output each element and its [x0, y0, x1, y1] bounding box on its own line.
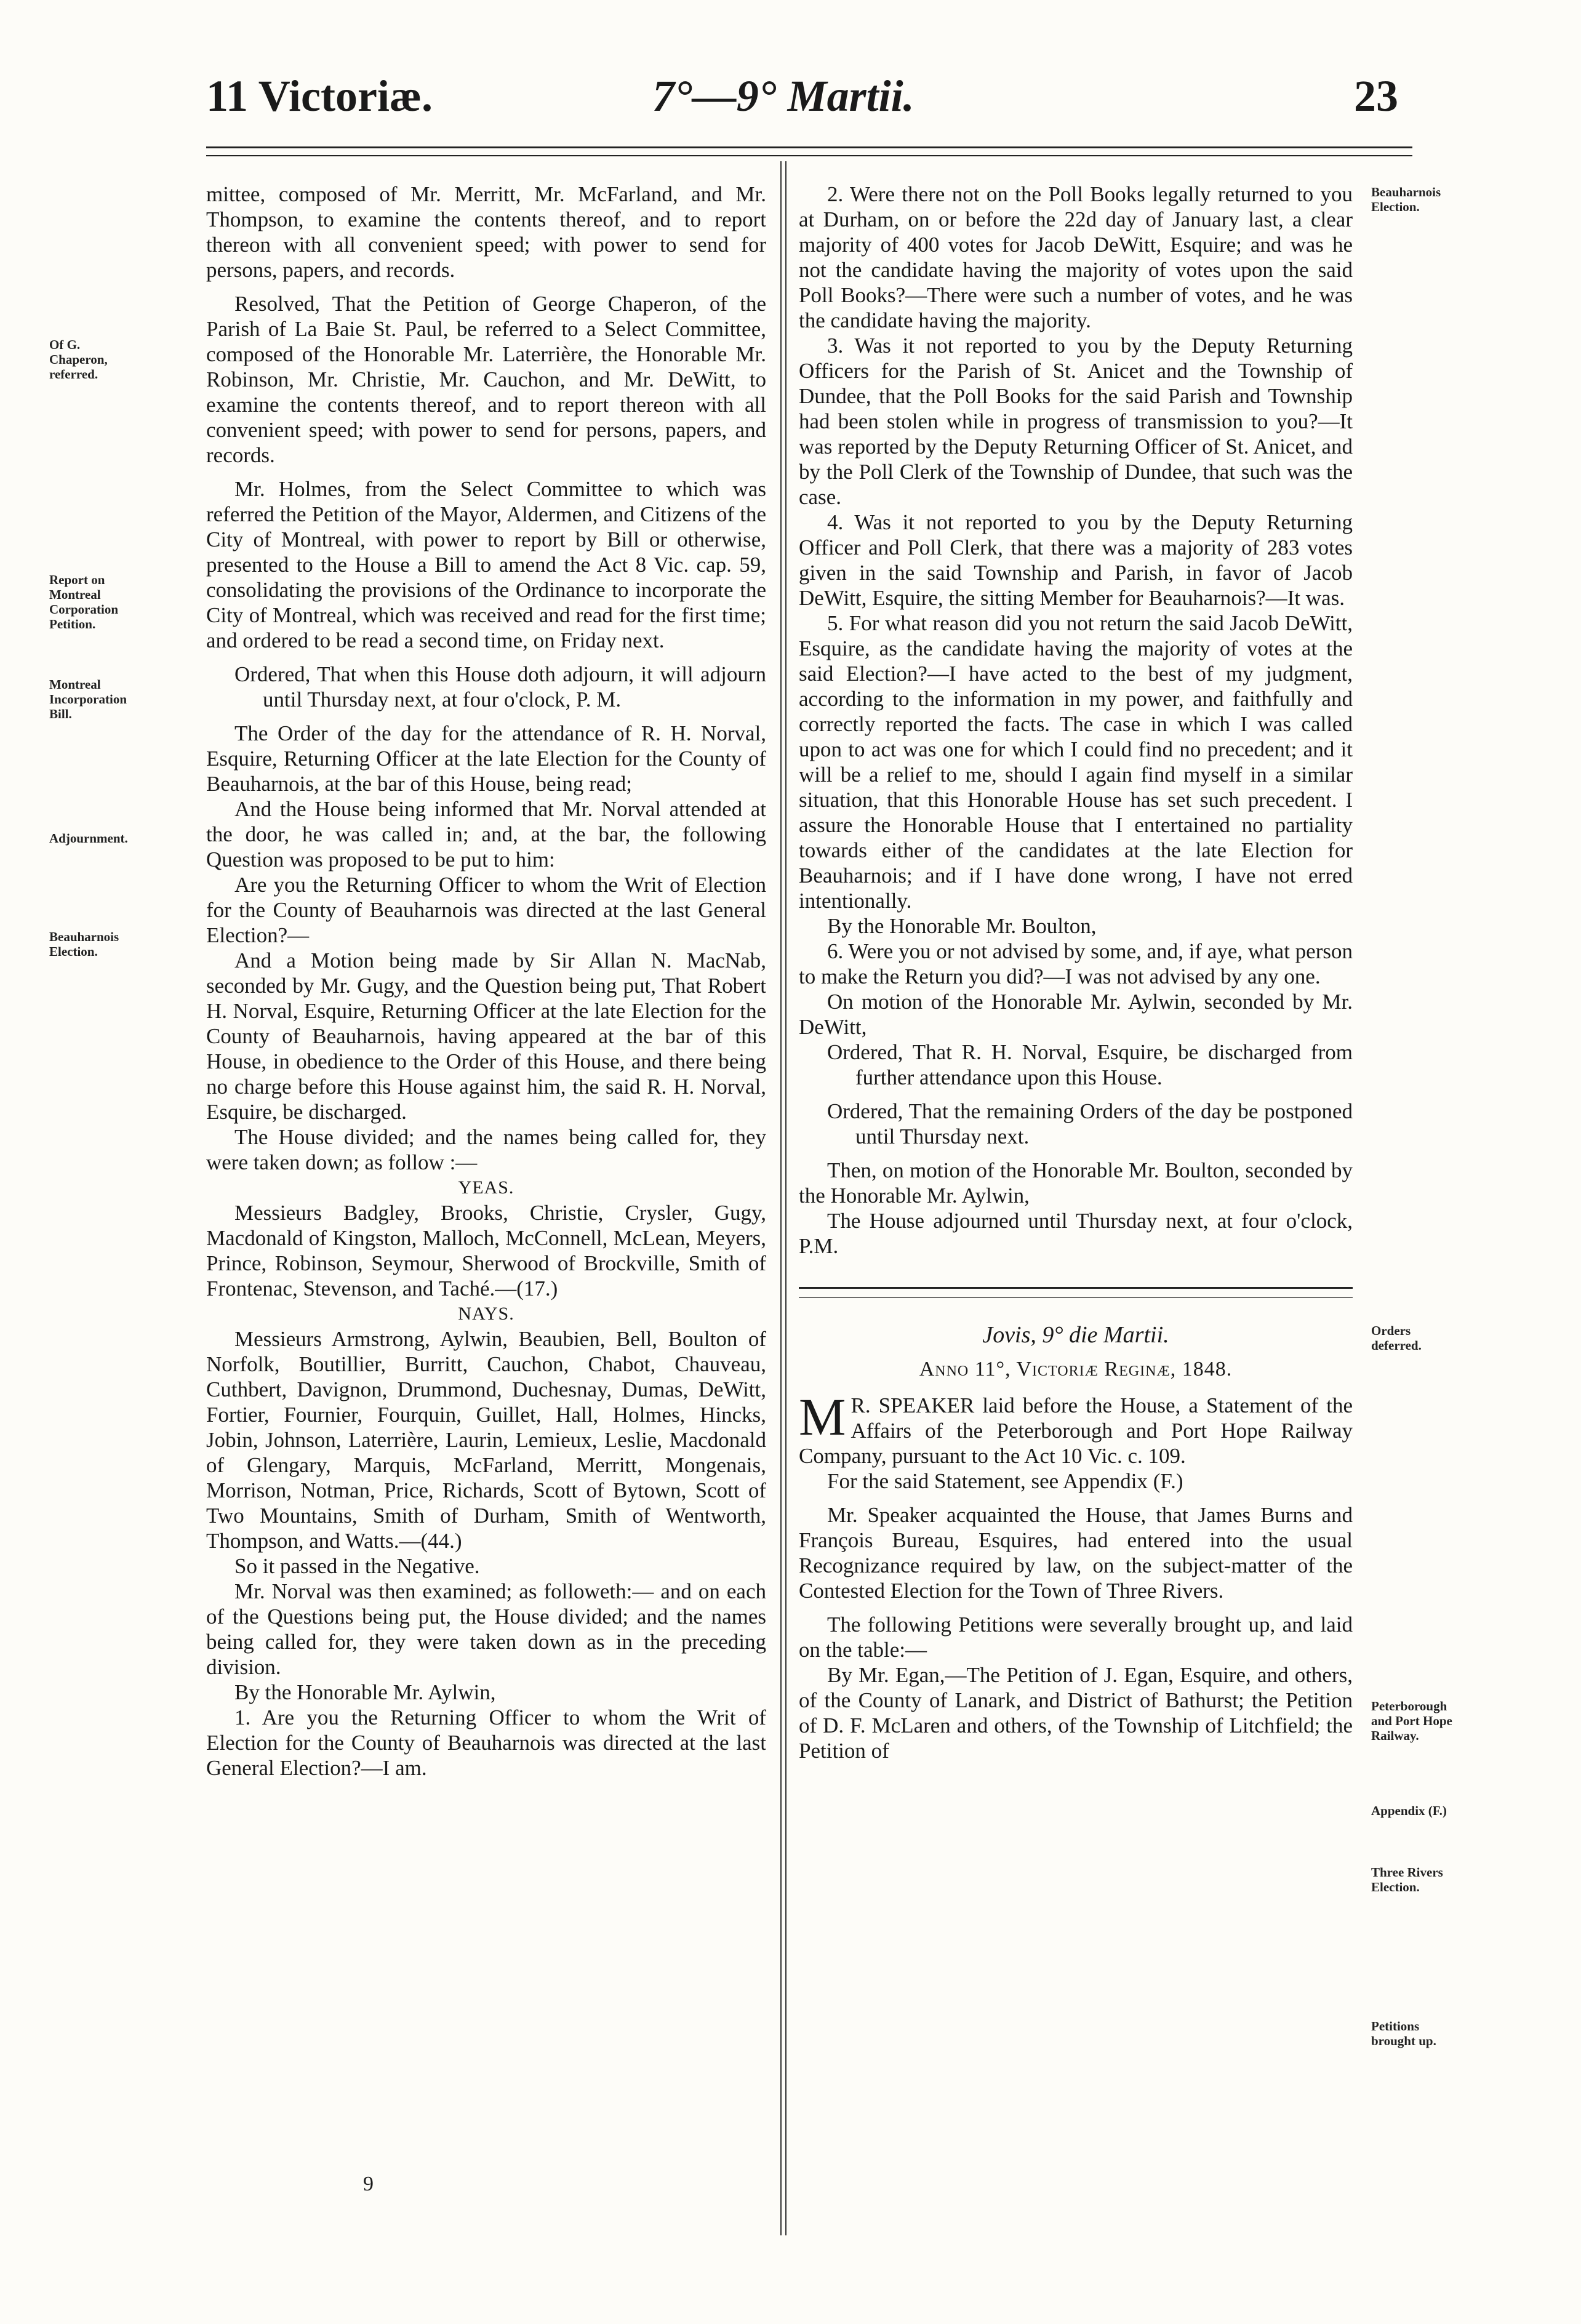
paragraph: By the Honorable Mr. Aylwin, — [234, 1680, 496, 1704]
margin-note: Appendix (F.) — [1371, 1803, 1447, 1818]
paragraph — [799, 1387, 1353, 1469]
paragraph: Messieurs Badgley, Brooks, Christie, Crysler, Gugy, Macdonald of Kingston, Malloch, McConnell, McLean, Meyers, Prince, Robinson, Seymour, Sherwood of Brockville, Smith of Frontenac, Stevenson, and Taché.—(17.) — [206, 1201, 766, 1300]
paragraph: 4. Was it not reported to you by the Deputy Returning Officer and Poll Clerk, that there was a majority of 283 votes given in the said Township and Parish, in favor of Jacob DeWitt, Esquire, the sitting Member for Beauharnois?—It was. — [799, 510, 1353, 610]
division-heading-nays: NAYS. — [458, 1304, 514, 1324]
paragraph: Then, on motion of the Honorable Mr. Boulton, seconded by the Honorable Mr. Aylwin, — [799, 1158, 1353, 1208]
header-rule — [206, 146, 1412, 148]
left-column — [206, 182, 766, 1781]
paragraph: And the House being informed that Mr. Norval attended at the door, he was called in; and, at the bar, the following Question was proposed to be put to him: — [206, 797, 766, 872]
section-rule-thin — [799, 1297, 1353, 1298]
paragraph: Mr. Norval was then examined; as followeth:— and on each of the Questions being put, the House divided; and the names being called for, they were taken down as in the preceding division. — [206, 1579, 766, 1679]
paragraph: Ordered, That when this House doth adjourn, it will adjourn until Thursday next, at four o'clock, P. M. — [234, 662, 766, 711]
margin-note: Orders deferred. — [1371, 1323, 1422, 1353]
paragraph: Are you the Returning Officer to whom the Writ of Election for the County of Beauharnois was directed at the last General Election?— — [206, 873, 766, 947]
section-rule — [799, 1287, 1353, 1289]
paragraph: By Mr. Egan,—The Petition of J. Egan, Esquire, and others, of the County of Lanark, and District of Bathurst; the Petition of D. F. McLaren and others, of the Township of Litchfield; the Petition of — [799, 1663, 1353, 1763]
paragraph: The House divided; and the names being called for, they were taken down; as follow :— — [206, 1125, 766, 1174]
signature-mark: 9 — [363, 2173, 374, 2195]
margin-note: Report on Montreal Corporation Petition. — [49, 572, 118, 631]
margin-note: Beauharnois Election. — [49, 929, 119, 959]
running-head-left: 11 Victoriæ. — [206, 71, 433, 121]
header-rule-thin — [206, 155, 1412, 156]
paragraph: Ordered, That the remaining Orders of the day be postponed until Thursday next. — [827, 1099, 1353, 1148]
paragraph: For the said Statement, see Appendix (F.) — [827, 1469, 1183, 1493]
paragraph: Mr. Holmes, from the Select Committee to which was referred the Petition of the Mayor, Aldermen, and Citizens of the City of Montreal, with power to report by Bill or otherwise, presented to the House a Bill to amend the Act 8 Vic. cap. 59, consolidating the provisions of the Ordinance to incorporate the City of Montreal, which was received and read for the first time; and ordered to be read a second time, on Friday next. — [206, 477, 766, 652]
margin-note: Peterborough and Port Hope Railway. — [1371, 1699, 1452, 1743]
paragraph: Ordered, That R. H. Norval, Esquire, be discharged from further attendance upon this House. — [827, 1040, 1353, 1089]
paragraph: The Order of the day for the attendance of R. H. Norval, Esquire, Returning Officer at the late Election for the County of Beauharnois, at the bar of this House, being read; — [206, 721, 766, 796]
paragraph: So it passed in the Negative. — [234, 1554, 480, 1578]
drop-cap: M — [799, 1387, 846, 1446]
paragraph: Messieurs Armstrong, Aylwin, Beaubien, Bell, Boulton of Norfolk, Boutillier, Burritt, Cauchon, Chabot, Chauveau, Cuthbert, Davignon, Drummond, Duchesnay, Dumas, DeWitt, Fortier, Fournier, Fourquin, Guillet, Hall, Holmes, Hincks, Jobin, Johnson, Laterrière, Laurin, Lemieux, Leslie, Macdonald of Glengary, Marquis, McFarland, Merritt, Mongenais, Morrison, Notman, Price, Richards, Scott of Bytown, Scott of Two Mountains, Smith of Durham, Smith of Wentworth, Thompson, and Watts.—(44.) — [206, 1327, 766, 1553]
paragraph: Mr. Speaker acquainted the House, that James Burns and François Bureau, Esquires, had entered into the usual Recognizance required by law, on the subject-matter of the Contested Election for the Town of Three Rivers. — [799, 1503, 1353, 1603]
margin-note: Montreal Incorporation Bill. — [49, 677, 127, 721]
paragraph: The following Petitions were severally brought up, and laid on the table:— — [799, 1613, 1353, 1662]
division-heading-yeas: YEAS. — [458, 1177, 514, 1198]
sitting-date-heading: Jovis, 9° die Martii. — [982, 1322, 1169, 1348]
paragraph-text: R. SPEAKER laid before the House, a Statement of the Affairs of the Peterborough and Port Hope Railway Company, pursuant to the Act 10 Vic. c. 109. — [799, 1393, 1353, 1468]
margin-note: Adjournment. — [49, 831, 128, 846]
margin-note: Petitions brought up. — [1371, 2019, 1436, 2048]
column-divider — [780, 161, 782, 2235]
regnal-year-heading: Anno 11°, Victoriæ Reginæ, 1848. — [919, 1358, 1233, 1380]
paragraph: 3. Was it not reported to you by the Deputy Returning Officers for the Parish of St. Anicet and the Township of Dundee, that the Poll Books for the said Parish and Township had been stolen while in progress of transmission to you?—It was reported by the Deputy Returning Officer of St. Anicet, and by the Poll Clerk of the Township of Dundee, that such was the case. — [799, 334, 1353, 509]
paragraph: And a Motion being made by Sir Allan N. MacNab, seconded by Mr. Gugy, and the Question being put, That Robert H. Norval, Esquire, Returning Officer at the late Election for the County of Beauharnois, having appeared at the bar of this House, in obedience to the Order of this House, and there being no charge before this House against him, the said R. H. Norval, Esquire, be discharged. — [206, 948, 766, 1124]
paragraph: Resolved, That the Petition of George Chaperon, of the Parish of La Baie St. Paul, be referred to a Select Committee, composed of the Honorable Mr. Laterrière, the Honorable Mr. Robinson, Mr. Christie, Mr. Cauchon, and Mr. DeWitt, to examine the contents thereof, and to report thereon with all convenient speed; with power to send for persons, papers, and records. — [206, 292, 766, 467]
right-column — [799, 182, 1353, 1763]
running-head-date: 7°—9° Martii. — [652, 71, 915, 121]
paragraph: 5. For what reason did you not return the said Jacob DeWitt, Esquire, as the candidate having the majority of votes at the said Election?—I have acted to the best of my judgment, according to the information in my power, and faithfully and correctly reported the facts. The case in which I was called upon to act was one for which I could find no precedent; and it will be a relief to me, should I again find myself in a similar situation, that this Honorable House has set such precedent. I assure the Honorable House that I entertained no partiality towards either of the candidates at the late Election for Beauharnois; and if I have done wrong, I have not erred intentionally. — [799, 611, 1353, 913]
paragraph: The House adjourned until Thursday next, at four o'clock, P.M. — [799, 1209, 1353, 1258]
column-divider — [785, 161, 786, 2235]
paragraph: On motion of the Honorable Mr. Aylwin, seconded by Mr. DeWitt, — [799, 990, 1353, 1039]
margin-note: Three Rivers Election. — [1371, 1865, 1443, 1894]
paragraph: 2. Were there not on the Poll Books legally returned to you at Durham, on or before the 22d day of January last, a clear majority of 400 votes for Jacob DeWitt, Esquire; and was he not the candidate having the majority of votes upon the said Poll Books?—There were such a number of votes, and he was the candidate having the majority. — [799, 182, 1353, 332]
paragraph: mittee, composed of Mr. Merritt, Mr. McFarland, and Mr. Thompson, to examine the contents thereof, and to report thereon with all convenient speed; with power to send for persons, papers, and records. — [206, 182, 766, 282]
margin-note: Beauharnois Election. — [1371, 185, 1441, 214]
margin-note: Of G. Chaperon, referred. — [49, 337, 108, 382]
paragraph: By the Honorable Mr. Boulton, — [827, 914, 1097, 938]
paragraph: 1. Are you the Returning Officer to whom the Writ of Election for the County of Beauharnois was directed at the last General Election?—I am. — [206, 1705, 766, 1780]
page-number: 23 — [1354, 71, 1398, 121]
paragraph: 6. Were you or not advised by some, and, if aye, what person to make the Return you did?—I was not advised by any one. — [799, 939, 1353, 988]
